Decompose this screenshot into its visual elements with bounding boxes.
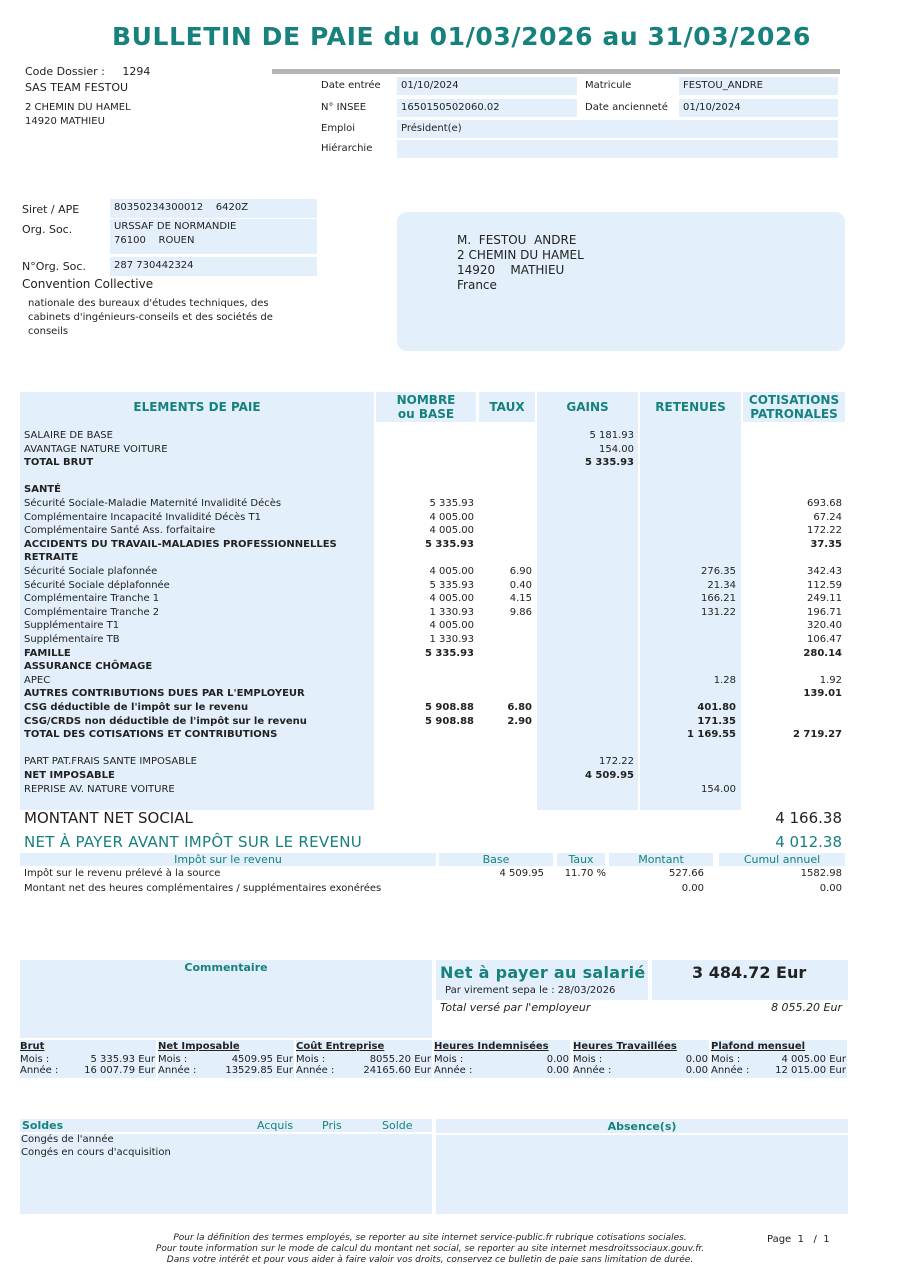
date-entree-label: Date entrée xyxy=(321,80,381,91)
row-label: ASSURANCE CHÔMAGE xyxy=(24,661,153,673)
total-verse-value: 8 055.20 Eur xyxy=(771,1001,842,1014)
summary-annee-label: Année : xyxy=(434,1065,473,1076)
row-cotisations: 342.43 xyxy=(807,566,842,577)
net-avant-impot-value: 4 012.38 xyxy=(775,833,842,851)
row-retenues: 276.35 xyxy=(701,566,736,577)
summary-mois-value: 8055.20 Eur xyxy=(369,1054,431,1065)
recipient-line4: France xyxy=(457,278,497,292)
date-entree-value: 01/10/2024 xyxy=(397,77,577,95)
row-base: 5 335.93 xyxy=(424,647,474,659)
table-row xyxy=(0,551,910,564)
summary-mois-label: Mois : xyxy=(573,1054,603,1065)
absences-divider xyxy=(436,1133,848,1135)
table-row xyxy=(0,742,910,755)
header-taux: TAUX xyxy=(489,400,525,414)
row-cotisations: 249.11 xyxy=(807,593,842,605)
row-cotisations: 172.22 xyxy=(807,525,842,537)
table-row xyxy=(0,619,910,632)
employer-address1: 2 CHEMIN DU HAMEL xyxy=(25,102,131,113)
matricule-label: Matricule xyxy=(585,80,632,91)
header-cotis-line1: COTISATIONS xyxy=(748,393,840,407)
convention-line2: cabinets d'ingénieurs-conseils et des sociétés de xyxy=(28,312,273,323)
impot-row1-cumul: 1582.98 xyxy=(800,868,842,879)
row-label: Supplémentaire T1 xyxy=(24,620,120,632)
insee-value: 1650150502060.02 xyxy=(397,99,577,117)
table-row xyxy=(0,701,910,714)
matricule-value: FESTOU_ANDRE xyxy=(679,77,838,95)
row-cotisations: 106.47 xyxy=(807,634,842,645)
row-label: SALAIRE DE BASE xyxy=(24,430,113,441)
summary-annee-label: Année : xyxy=(573,1065,612,1076)
table-row xyxy=(0,660,910,673)
row-base: 1 330.93 xyxy=(429,606,474,618)
row-base: 4 005.00 xyxy=(429,525,474,537)
impot-row2-cumul: 0.00 xyxy=(819,883,842,894)
summary-mois-value: 0.00 xyxy=(685,1054,708,1065)
row-label: CSG déductible de l'impôt sur le revenu xyxy=(24,702,249,713)
row-label: AUTRES CONTRIBUTIONS DUES PAR L'EMPLOYEUR xyxy=(24,688,305,700)
summary-annee-value: 0.00 xyxy=(685,1065,708,1076)
summary-title: Heures Travaillées xyxy=(573,1041,677,1052)
header-divider xyxy=(272,69,840,74)
summary-row xyxy=(0,1040,910,1080)
soldes-pris: Pris xyxy=(322,1119,342,1132)
row-label: Sécurité Sociale déplafonnée xyxy=(24,579,170,591)
row-retenues: 154.00 xyxy=(701,783,736,795)
absences-title: Absence(s) xyxy=(607,1120,677,1133)
summary-box xyxy=(296,1040,432,1078)
row-taux: 6.80 xyxy=(507,702,532,713)
row-gains: 5 335.93 xyxy=(584,457,634,469)
summary-title: Net Imposable xyxy=(158,1041,240,1052)
recipient-line1: M. FESTOU ANDRE xyxy=(457,233,577,247)
row-base: 4 005.00 xyxy=(429,620,474,632)
impot-row1-label: Impôt sur le revenu prélevé à la source xyxy=(24,868,221,879)
summary-annee-value: 0.00 xyxy=(546,1065,569,1076)
summary-annee-value: 24165.60 Eur xyxy=(363,1065,431,1076)
norgsoc-value: 287 730442324 xyxy=(110,257,317,276)
row-label: Complémentaire Tranche 2 xyxy=(24,606,160,618)
row-gains: 172.22 xyxy=(599,756,634,768)
row-taux: 0.40 xyxy=(509,579,532,591)
siret-label: Siret / APE xyxy=(22,203,80,216)
header-retenues: RETENUES xyxy=(655,400,726,414)
summary-mois-value: 4509.95 Eur xyxy=(231,1054,293,1065)
convention-line1: nationale des bureaux d'études techniques, des xyxy=(28,298,269,309)
impot-row1-montant: 527.66 xyxy=(669,868,704,879)
convention-line3: conseils xyxy=(28,326,69,337)
table-row xyxy=(0,524,910,537)
net-social-label: MONTANT NET SOCIAL xyxy=(24,809,193,827)
table-row xyxy=(0,470,910,483)
net-salarie-label-box xyxy=(436,960,648,1000)
insee-label: N° INSEE xyxy=(321,102,367,113)
row-base: 4 005.00 xyxy=(429,511,474,523)
net-salarie-label: Net à payer au salarié xyxy=(440,963,646,982)
row-base: 5 335.93 xyxy=(429,498,474,509)
table-row xyxy=(0,497,910,510)
row-cotisations: 693.68 xyxy=(807,498,842,509)
row-cotisations: 1.92 xyxy=(819,674,842,686)
row-cotisations: 2 719.27 xyxy=(792,729,842,741)
page-title: BULLETIN DE PAIE du 01/03/2026 au 31/03/2026 xyxy=(112,22,811,51)
summary-box xyxy=(20,1040,156,1078)
table-row xyxy=(0,755,910,768)
table-row xyxy=(0,647,910,660)
impot-row1-base: 4 509.95 xyxy=(499,868,544,879)
row-taux: 4.15 xyxy=(509,593,532,605)
row-label: Complémentaire Tranche 1 xyxy=(24,593,160,605)
summary-mois-value: 5 335.93 Eur xyxy=(90,1054,155,1065)
recipient-address-box xyxy=(397,212,845,351)
row-label: CSG/CRDS non déductible de l'impôt sur le revenu xyxy=(24,715,307,727)
summary-annee-value: 16 007.79 Eur xyxy=(84,1065,155,1076)
row-base: 5 335.93 xyxy=(429,579,474,591)
header-nombre-line1: NOMBRE xyxy=(396,393,456,407)
net-salarie-value-box xyxy=(652,960,848,1000)
anciennete-label: Date ancienneté xyxy=(585,102,668,113)
summary-box xyxy=(711,1040,847,1078)
summary-box xyxy=(158,1040,294,1078)
emploi-value: Président(e) xyxy=(397,120,838,138)
row-retenues: 1.28 xyxy=(713,674,736,686)
pay-elements-rows xyxy=(0,429,910,809)
table-row xyxy=(0,633,910,646)
soldes-acquis: Acquis xyxy=(257,1119,294,1132)
orgsoc-line1: URSSAF DE NORMANDIE xyxy=(114,221,237,232)
summary-annee-label: Année : xyxy=(20,1065,59,1076)
summary-mois-value: 4 005.00 Eur xyxy=(781,1054,846,1065)
footer-line3: Dans votre intérêt et pour vous aider à faire valoir vos droits, conservez ce bulletin de paie sans limitation de durée. xyxy=(166,1255,694,1265)
siret-value: 80350234300012 6420Z xyxy=(110,199,317,218)
soldes-line2: Congés en cours d'acquisition xyxy=(21,1147,171,1158)
row-label: SANTÉ xyxy=(24,484,61,496)
anciennete-value: 01/10/2024 xyxy=(679,99,838,117)
header-cotisations xyxy=(743,392,845,422)
summary-mois-label: Mois : xyxy=(20,1054,50,1065)
impot-header-base: Base xyxy=(439,853,553,866)
row-label: Supplémentaire TB xyxy=(24,634,120,645)
header-nombre xyxy=(376,392,476,422)
impot-row2-label: Montant net des heures complémentaires / supplémentaires exonérées xyxy=(24,883,382,894)
row-label: TOTAL DES COTISATIONS ET CONTRIBUTIONS xyxy=(24,729,278,741)
row-retenues: 21.34 xyxy=(707,579,736,591)
summary-mois-label: Mois : xyxy=(296,1054,326,1065)
row-cotisations: 37.35 xyxy=(810,538,842,550)
table-row xyxy=(0,783,910,796)
summary-title: Coût Entreprise xyxy=(296,1041,385,1052)
commentaire-label: Commentaire xyxy=(184,961,268,974)
row-label: PART PAT.FRAIS SANTE IMPOSABLE xyxy=(24,756,197,768)
row-gains: 5 181.93 xyxy=(589,430,634,441)
row-retenues: 401.80 xyxy=(697,702,736,713)
table-row xyxy=(0,769,910,782)
recipient-line3: 14920 MATHIEU xyxy=(457,263,565,277)
summary-mois-value: 0.00 xyxy=(546,1054,569,1065)
table-row xyxy=(0,687,910,700)
header-nombre-line2: ou BASE xyxy=(397,407,455,421)
summary-title: Brut xyxy=(20,1041,45,1052)
table-row xyxy=(0,715,910,728)
impot-row2-montant: 0.00 xyxy=(681,883,704,894)
row-label: RETRAITE xyxy=(24,552,79,564)
row-gains: 154.00 xyxy=(599,443,634,455)
header-elements: ELEMENTS DE PAIE xyxy=(133,400,261,414)
code-dossier-label: Code Dossier : xyxy=(25,65,105,78)
impot-header-montant: Montant xyxy=(609,853,713,866)
row-cotisations: 67.24 xyxy=(813,511,842,523)
code-dossier-value: 1294 xyxy=(122,65,151,78)
summary-annee-label: Année : xyxy=(158,1065,197,1076)
row-taux: 2.90 xyxy=(507,715,532,727)
virement-text: Par virement sepa le : 28/03/2026 xyxy=(445,985,616,996)
commentaire-box xyxy=(20,960,432,1038)
row-cotisations: 320.40 xyxy=(807,620,842,632)
summary-annee-value: 12 015.00 Eur xyxy=(775,1065,846,1076)
table-row xyxy=(0,511,910,524)
recipient-line2: 2 CHEMIN DU HAMEL xyxy=(457,248,584,262)
emploi-label: Emploi xyxy=(321,123,356,134)
page-number: Page 1 / 1 xyxy=(767,1234,830,1245)
summary-title: Plafond mensuel xyxy=(711,1041,806,1052)
row-label: FAMILLE xyxy=(24,647,71,659)
summary-mois-label: Mois : xyxy=(711,1054,741,1065)
absences-box xyxy=(436,1119,848,1214)
soldes-title: Soldes xyxy=(22,1119,64,1132)
row-base: 4 005.00 xyxy=(429,566,474,577)
summary-title: Heures Indemnisées xyxy=(434,1041,549,1052)
table-row xyxy=(0,674,910,687)
row-base: 5 908.88 xyxy=(424,702,474,713)
row-label: REPRISE AV. NATURE VOITURE xyxy=(24,783,175,795)
total-verse-label: Total versé par l'employeur xyxy=(440,1001,591,1014)
summary-annee-value: 13529.85 Eur xyxy=(225,1065,293,1076)
impot-header-label: Impôt sur le revenu xyxy=(20,853,436,866)
footer-line1: Pour la définition des termes employés, se reporter au site internet service-public.fr rubrique cotisations sociales. xyxy=(173,1233,687,1243)
soldes-box xyxy=(20,1119,432,1214)
net-salarie-value: 3 484.72 Eur xyxy=(692,963,807,982)
row-retenues: 166.21 xyxy=(701,593,736,605)
row-base: 5 908.88 xyxy=(424,715,474,727)
row-label: ACCIDENTS DU TRAVAIL-MALADIES PROFESSIONNELLES xyxy=(24,538,337,550)
hierarchie-label: Hiérarchie xyxy=(321,143,373,154)
row-gains: 4 509.95 xyxy=(584,770,634,781)
table-row xyxy=(0,456,910,469)
summary-mois-label: Mois : xyxy=(434,1054,464,1065)
table-row xyxy=(0,565,910,578)
row-cotisations: 280.14 xyxy=(803,647,842,659)
orgsoc-box xyxy=(110,219,317,254)
row-taux: 9.86 xyxy=(509,606,532,618)
row-base: 1 330.93 xyxy=(429,634,474,645)
row-base: 5 335.93 xyxy=(424,538,474,550)
row-cotisations: 196.71 xyxy=(807,606,842,618)
norgsoc-label: N°Org. Soc. xyxy=(22,260,86,273)
row-cotisations: 139.01 xyxy=(803,688,842,700)
impot-header-taux: Taux xyxy=(557,853,605,866)
row-label: APEC xyxy=(24,674,51,686)
header-gains: GAINS xyxy=(566,400,609,414)
soldes-line1: Congés de l'année xyxy=(21,1134,114,1145)
row-label: Complémentaire Santé Ass. forfaitaire xyxy=(24,525,216,537)
summary-annee-label: Année : xyxy=(296,1065,335,1076)
summary-annee-label: Année : xyxy=(711,1065,750,1076)
table-row xyxy=(0,592,910,605)
table-row xyxy=(0,728,910,741)
summary-box xyxy=(434,1040,570,1078)
impot-header-cumul: Cumul annuel xyxy=(719,853,845,866)
row-retenues: 131.22 xyxy=(701,606,736,618)
summary-mois-label: Mois : xyxy=(158,1054,188,1065)
row-label: Sécurité Sociale-Maladie Maternité Invalidité Décès xyxy=(24,498,282,509)
summary-box xyxy=(573,1040,709,1078)
row-base: 4 005.00 xyxy=(429,593,474,605)
table-row xyxy=(0,579,910,592)
row-label: Sécurité Sociale plafonnée xyxy=(24,566,158,577)
row-retenues: 1 169.55 xyxy=(686,729,736,741)
orgsoc-line2: 76100 ROUEN xyxy=(114,235,195,246)
convention-label: Convention Collective xyxy=(22,277,154,291)
table-row xyxy=(0,483,910,496)
employer-name: SAS TEAM FESTOU xyxy=(25,81,129,94)
table-row xyxy=(0,443,910,456)
orgsoc-label: Org. Soc. xyxy=(22,223,73,236)
row-label: AVANTAGE NATURE VOITURE xyxy=(24,443,168,455)
impot-row1-taux: 11.70 % xyxy=(564,868,606,879)
employer-address2: 14920 MATHIEU xyxy=(25,116,105,127)
header-cotis-line2: PATRONALES xyxy=(750,407,838,421)
row-label: TOTAL BRUT xyxy=(24,457,94,469)
hierarchie-value xyxy=(397,140,838,158)
net-avant-impot-label: NET À PAYER AVANT IMPÔT SUR LE REVENU xyxy=(24,833,363,851)
row-cotisations: 112.59 xyxy=(807,579,842,591)
table-row xyxy=(0,429,910,442)
table-row xyxy=(0,606,910,619)
row-label: Complémentaire Incapacité Invalidité Décès T1 xyxy=(24,511,261,523)
row-taux: 6.90 xyxy=(509,566,532,577)
net-social-value: 4 166.38 xyxy=(775,809,842,827)
row-label: NET IMPOSABLE xyxy=(24,770,115,781)
code-dossier xyxy=(25,65,150,78)
soldes-solde: Solde xyxy=(382,1119,413,1132)
row-retenues: 171.35 xyxy=(697,715,736,727)
table-row xyxy=(0,538,910,551)
footer-line2: Pour toute information sur le mode de calcul du montant net social, se reporter au site internet mesdroitssociaux.gouv.fr. xyxy=(155,1244,705,1254)
